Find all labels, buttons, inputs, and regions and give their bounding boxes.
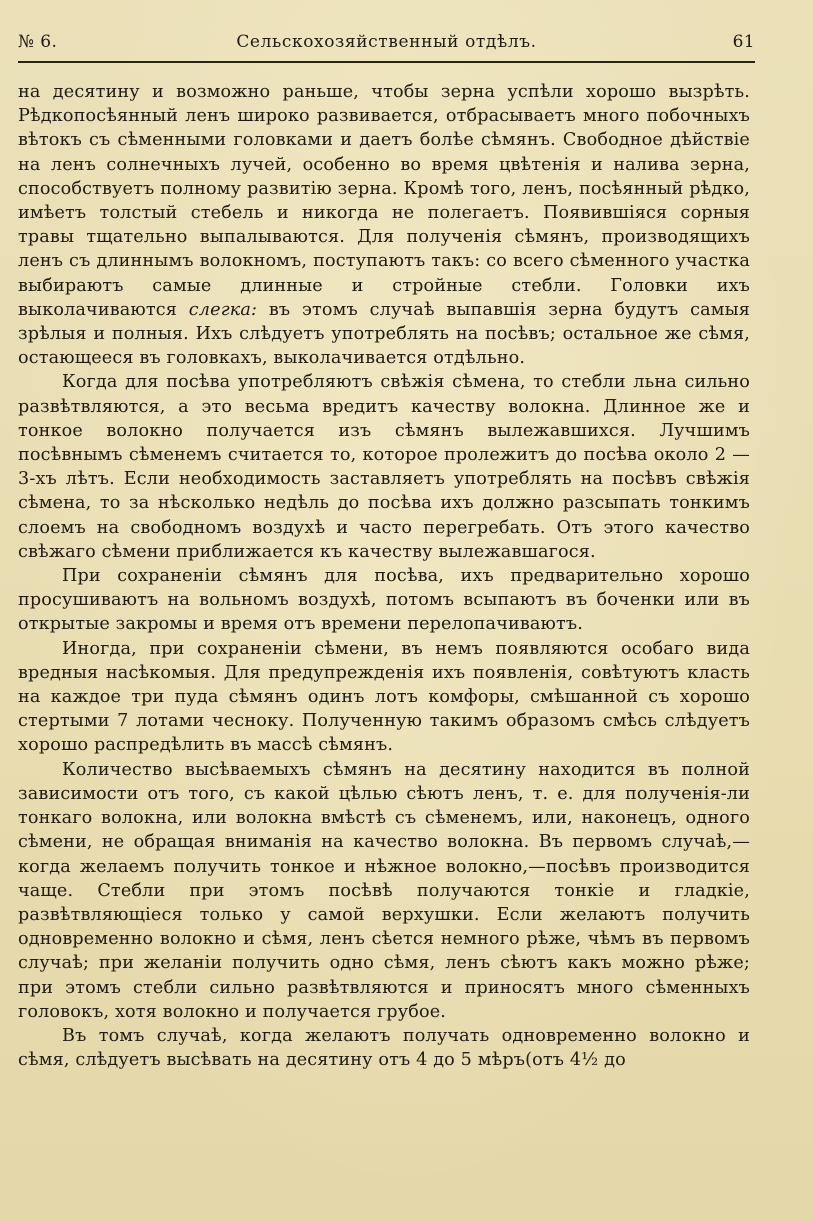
paragraph-6: Въ томъ случаѣ, когда желаютъ получать одновременно волокно и сѣмя, слѣдуетъ высѣвать на десятину отъ 4 до 5 мѣръ(отъ 4½ до	[18, 1025, 750, 1071]
page-number: 61	[732, 32, 755, 52]
issue-number: № 6.	[18, 32, 58, 52]
paragraph-1	[18, 80, 750, 370]
article-body	[18, 80, 750, 1072]
section-title: Сельскохозяйственный отдѣлъ.	[236, 32, 537, 52]
paragraph-2: Когда для посѣва употребляютъ свѣжія сѣмена, то стебли льна сильно развѣтвляются, а это весьма вредитъ качеству волокна. Длинное же и тонкое волокно получается изъ сѣмянъ вылежавшихся. Лучшимъ посѣвнымъ сѣменемъ считается то, которое пролежитъ до посѣва около 2 —3-хъ лѣтъ. Если необходимость заставляетъ употреблять на посѣвъ свѣжія сѣмена, то за нѣсколько недѣль до посѣва ихъ должно разсыпать тонкимъ слоемъ на свободномъ воздухѣ и часто перегребать. Отъ этого качество свѣжаго сѣмени приближается къ качеству вылежавшагося.	[18, 372, 750, 562]
paragraph-1-part-2: въ этомъ случаѣ выпавшія зерна будутъ самыя зрѣлыя и полныя. Ихъ слѣдуетъ употреблять на посѣвъ; остальное же сѣмя, остающееся въ головкахъ, выколачивается отдѣльно.	[18, 299, 750, 369]
paragraph-3: При сохраненіи сѣмянъ для посѣва, ихъ предварительно хорошо просушиваютъ на вольномъ воздухѣ, потомъ всыпаютъ въ боченки или въ открытые закромы и время отъ времени перелопачиваютъ.	[18, 566, 750, 635]
page-header	[18, 28, 755, 62]
paragraph-5: Количество высѣваемыхъ сѣмянъ на десятину находится въ полной зависимости отъ того, съ какой цѣлью сѣютъ ленъ, т. е. для полученія-ли тонкаго волокна, или волокна вмѣстѣ съ сѣменемъ, или, наконецъ, одного сѣмени, не обращая вниманія на качество волокна. Въ первомъ случаѣ,—когда желаемъ получить тонкое и нѣжное волокно,—посѣвъ производится чаще. Стебли при этомъ посѣвѣ получаются тонкіе и гладкіе, развѣтвляющіеся только у самой верхушки. Если желаютъ получить одновременно волокно и сѣмя, ленъ сѣется немного рѣже, чѣмъ въ первомъ случаѣ; при желаніи получить одно сѣмя, ленъ сѣютъ какъ можно рѣже; при этомъ стебли сильно развѣтвляются и приносятъ много сѣменныхъ головокъ, хотя волокно и получается грубое.	[18, 759, 750, 1022]
paragraph-4: Иногда, при сохраненіи сѣмени, въ немъ появляются особаго вида вредныя насѣкомыя. Для предупрежденія ихъ появленія, совѣтуютъ класть на каждое три пуда сѣмянъ одинъ лотъ комфоры, смѣшанной съ хорошо стертыми 7 лотами чесноку. Полученную такимъ образомъ смѣсь слѣдуетъ хорошо распредѣлить въ массѣ сѣмянъ.	[18, 638, 750, 756]
paragraph-1-part-1: на десятину и возможно раньше, чтобы зерна успѣли хорошо вызрѣть. Рѣдкопосѣянный ленъ широко развивается, отбрасываетъ много побочныхъ вѣтокъ съ сѣменными головками и даетъ болѣе сѣмянъ. Свободное дѣйствіе на ленъ солнечныхъ лучей, особенно во время цвѣтенія и налива зерна, способствуетъ полному развитію зерна. Кромѣ того, ленъ, посѣянный рѣдко, имѣетъ толстый стебель и никогда не полегаетъ. Появившіяся сорныя травы тщательно выпалываются. Для полученія сѣмянъ, производящихъ ленъ съ длиннымъ волокномъ, поступаютъ такъ: со всего сѣменного участка выбираютъ самые длинные и стройные стебли. Головки ихъ выколачиваются	[18, 82, 750, 320]
header-rule	[18, 61, 755, 63]
paragraph-1-italic-word: слегка:	[188, 299, 258, 320]
